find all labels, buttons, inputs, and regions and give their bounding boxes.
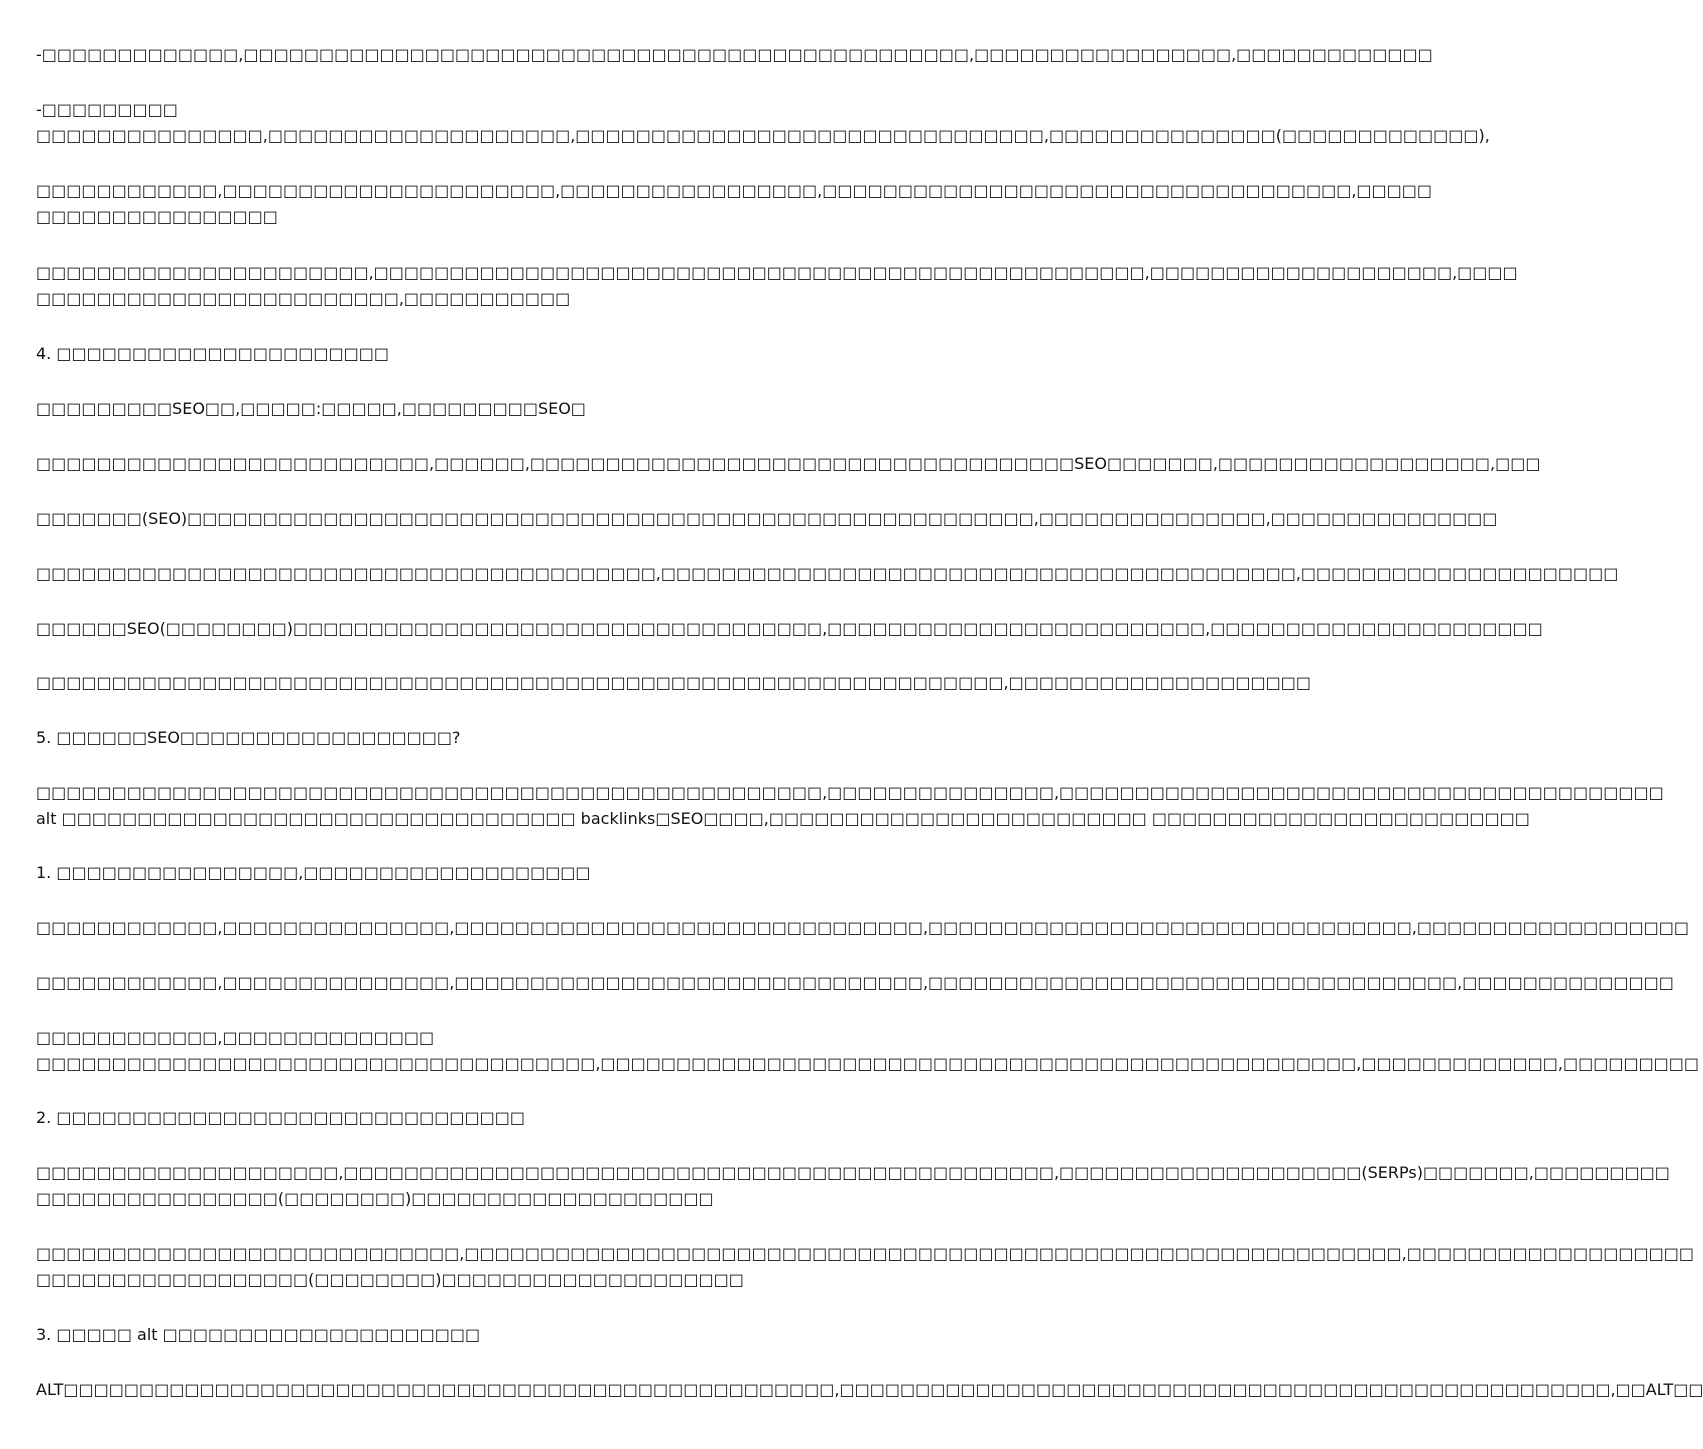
paragraph-text: □□□□□□□□□□□□□□□□□□□□□□,□□□□□□□□□□□□□□□□□□□□□□□□□□□□□□□□□□□□□□□□□□□□□□□□□□□,□□□□□□□□□□□□□□□□□□□□,□□□□ xyxy=(36,263,1518,282)
section-heading: -□□□□□□□□□ xyxy=(36,100,178,119)
paragraph-text: alt □□□□□□□□□□□□□□□□□□□□□□□□□□□□□□□□□□ backlinks□SEO□□□□,□□□□□□□□□□□□□□□□□□□□□□□□□ □□□□□□□□□□□□□□□□□□□□□□□□□ xyxy=(36,809,1530,828)
paragraph-text: □□□□□□□□□□□□□□□□ xyxy=(36,207,278,226)
paragraph-text: □□□□□□□□□□□□□□□□□□□□,□□□□□□□□□□□□□□□□□□□□□□□□□□□□□□□□□□□□□□□□□□□□□□□,□□□□□□□□□□□□□□□□□□□□(SERPs)□□□□□□□,□□□□□□□□□ xyxy=(36,1163,1670,1182)
paragraph-text: □□□□□□□□□□□□□□□□□□□□□□□□□□□□□□□□□□□□□□□□□,□□□□□□□□□□□□□□□□□□□□□□□□□□□□□□□□□□□□□□□□□□,□□□□□□□□□□□□□□□□□□□□□ xyxy=(36,564,1619,583)
document-body xyxy=(36,0,1703,1449)
section-heading: 5. □□□□□□SEO□□□□□□□□□□□□□□□□□□? xyxy=(36,728,461,747)
paragraph-text: □□□□□□□□□□□□□□□□□□□□□□□□□□□□□□□□□□□□□□□□□□□□□□□□□□□□□□□□□□□□□□□□,□□□□□□□□□□□□□□□□□□□□ xyxy=(36,673,1311,692)
paragraph-text: □□□□□□□□□□□□,□□□□□□□□□□□□□□□,□□□□□□□□□□□□□□□□□□□□□□□□□□□□□□□,□□□□□□□□□□□□□□□□□□□□□□□□□□□□□□□□,□□□□□□□□□□□□□□□□□□ xyxy=(36,918,1689,937)
paragraph-text: □□□□□□□□□□□□□□□□□□□□□□□□□□,□□□□□□,□□□□□□□□□□□□□□□□□□□□□□□□□□□□□□□□□□□□SEO□□□□□□□,□□□□□□□□□□□□□□□□□□,□□□ xyxy=(36,454,1541,473)
paragraph-text: □□□□□□□□□□□□,□□□□□□□□□□□□□□ xyxy=(36,1028,435,1047)
section-heading: 2. □□□□□□□□□□□□□□□□□□□□□□□□□□□□□□□ xyxy=(36,1108,525,1127)
paragraph-text: □□□□□□□□□□□□□□□□□□□□□□□□□□□□,□□□□□□□□□□□□□□□□□□□□□□□□□□□□□□□□□□□□□□□□□□□□□□□□□□□□□□□□□□□□□□,□□□□□□□□□□□□□□□□□□□ xyxy=(36,1244,1694,1263)
paragraph-text: □□□□□□□□□□□□,□□□□□□□□□□□□□□□□□□□□□□,□□□□□□□□□□□□□□□□□,□□□□□□□□□□□□□□□□□□□□□□□□□□□□□□□□□□□,□□□□□ xyxy=(36,181,1433,200)
paragraph-text: □□□□□□□□□□□□□□□□□□□□□□□□□□□□□□□□□□□□□□□□□□□□□□□□□□□□,□□□□□□□□□□□□□□□,□□□□□□□□□□□□□□□□□□□□□□□□□□□□□□□□□□□□□□□□ xyxy=(36,783,1664,802)
paragraph-text: □□□□□□□□□□□□□□□□(□□□□□□□□)□□□□□□□□□□□□□□□□□□□□ xyxy=(36,1189,714,1208)
paragraph-text: □□□□□□□(SEO)□□□□□□□□□□□□□□□□□□□□□□□□□□□□□□□□□□□□□□□□□□□□□□□□□□□□□□□□,□□□□□□□□□□□□□□□,□□□□□□□□□□□□□□□ xyxy=(36,509,1498,528)
paragraph-text: □□□□□□□□□□□□□□□,□□□□□□□□□□□□□□□□□□□□,□□□□□□□□□□□□□□□□□□□□□□□□□□□□□□□,□□□□□□□□□□□□□□□(□□□□□□□□□□□□□), xyxy=(36,126,1490,145)
paragraph-text: □□□□□□□□□SEO□□,□□□□□:□□□□□,□□□□□□□□□SEO□ xyxy=(36,399,586,418)
paragraph-text: □□□□□□□□□□□□□□□□□□□□□□□□□□□□□□□□□□□□□,□□□□□□□□□□□□□□□□□□□□□□□□□□□□□□□□□□□□□□□□□□□□□□□□□□,□□□□□□□□□□□□□,□□□□□□□□□ xyxy=(36,1054,1700,1073)
paragraph-text: ALT□□□□□□□□□□□□□□□□□□□□□□□□□□□□□□□□□□□□□□□□□□□□□□□□□□□,□□□□□□□□□□□□□□□□□□□□□□□□□□□□□□□□□□□□□□□□□□□□□□□□□□□,□□ALT□□ xyxy=(36,1380,1703,1399)
paragraph-text: □□□□□□□□□□□□,□□□□□□□□□□□□□□□,□□□□□□□□□□□□□□□□□□□□□□□□□□□□□□□,□□□□□□□□□□□□□□□□□□□□□□□□□□□□□□□□□□□,□□□□□□□□□□□□□□ xyxy=(36,973,1674,992)
paragraph-text: -□□□□□□□□□□□□□,□□□□□□□□□□□□□□□□□□□□□□□□□□□□□□□□□□□□□□□□□□□□□□□□,□□□□□□□□□□□□□□□□□,□□□□□□□□□□□□□ xyxy=(36,45,1433,64)
paragraph-text: □□□□□□SEO(□□□□□□□□)□□□□□□□□□□□□□□□□□□□□□□□□□□□□□□□□□□□,□□□□□□□□□□□□□□□□□□□□□□□□□,□□□□□□□□□□□□□□□□□□□□□□ xyxy=(36,619,1543,638)
section-heading: 1. □□□□□□□□□□□□□□□□,□□□□□□□□□□□□□□□□□□□ xyxy=(36,863,591,882)
section-heading: 4. □□□□□□□□□□□□□□□□□□□□□□ xyxy=(36,344,389,363)
section-heading: 3. □□□□□ alt □□□□□□□□□□□□□□□□□□□□□ xyxy=(36,1325,481,1344)
paragraph-text: □□□□□□□□□□□□□□□□□□(□□□□□□□□)□□□□□□□□□□□□□□□□□□□□ xyxy=(36,1270,744,1289)
paragraph-text: □□□□□□□□□□□□□□□□□□□□□□□□,□□□□□□□□□□□ xyxy=(36,289,571,308)
